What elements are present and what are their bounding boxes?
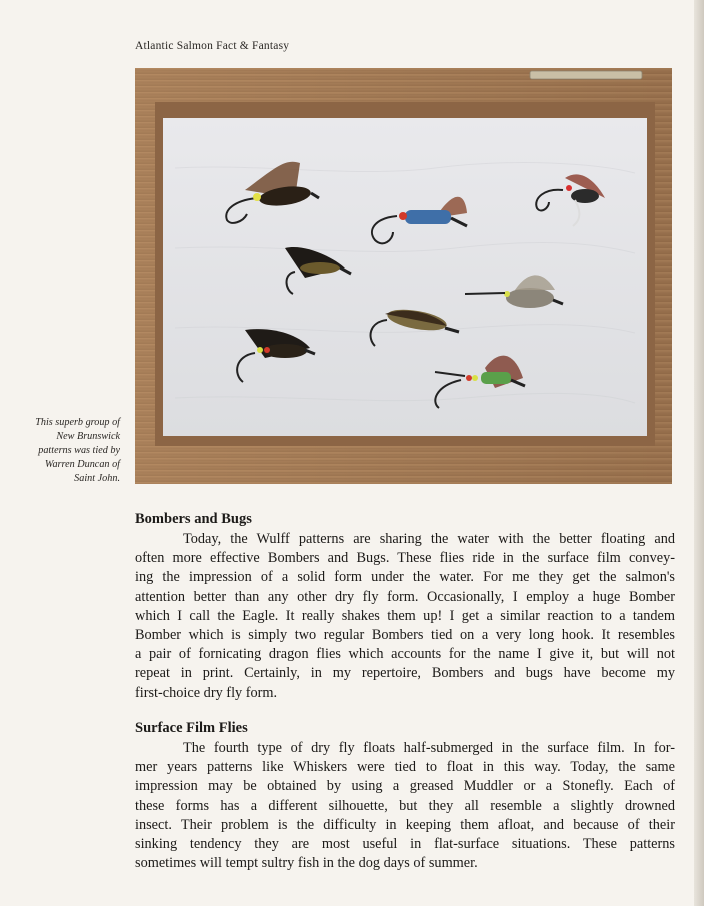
section-bombers-and-bugs — [135, 511, 675, 703]
foam-pad — [163, 118, 647, 436]
paragraph — [135, 739, 675, 873]
hinge — [530, 71, 642, 79]
box-lip — [135, 446, 672, 484]
text-line: Bomber which is simply two regular Bombers tied on a very long hook. It resembles — [135, 627, 675, 644]
text-line: first-choice dry fly form. — [135, 684, 278, 701]
caption-line: patterns was tied by — [38, 445, 120, 456]
caption-line: New Brunswick — [56, 431, 120, 442]
section-heading: Surface Film Flies — [135, 720, 248, 736]
text-line: ing the impression of a solid form under the water. For me they get the salmon's — [135, 569, 675, 586]
text-line: often more effective Bombers and Bugs. These flies ride in the surface film convey- — [135, 550, 675, 567]
fly-box-illustration — [135, 68, 672, 484]
text-line: these forms has a different silhouette, but they all resemble a slightly drowned — [135, 797, 675, 814]
text-line: Today, the Wulff patterns are sharing the water with the better floating and — [183, 531, 675, 547]
caption-line: This superb group of — [35, 417, 120, 428]
text-line: which I call the Eagle. It really shakes them up! I get a similar reaction to a tandem — [135, 607, 675, 624]
text-line: repeat in print. Certainly, in my repertoire, Bombers and bugs have become my — [135, 665, 675, 682]
text-line: insect. Their problem is the difficulty in keeping them afloat, and because of their — [135, 816, 675, 833]
text-line: sometimes will tempt sultry fish in the dog days of summer. — [135, 855, 478, 872]
running-head: Atlantic Salmon Fact & Fantasy — [135, 40, 290, 52]
caption-line: Warren Duncan of — [44, 459, 120, 470]
text-line: mer years patterns like Whiskers were tied to float in this way. Today, the same — [135, 759, 675, 776]
caption-line: Saint John. — [74, 473, 120, 484]
fly-box-photo — [135, 68, 672, 484]
page-edge — [694, 0, 704, 906]
paragraph — [135, 530, 675, 703]
figure-caption — [8, 416, 120, 486]
text-line: impression may be obtained by using a greased Muddler or a Stonefly. Each of — [135, 778, 675, 795]
text-line: attention better than any other dry fly form. Occasionally, I employ a huge Bomber — [135, 588, 675, 605]
text-line: sinking tendency they are most useful in flat-surface situations. These patterns — [135, 836, 675, 853]
section-heading: Bombers and Bugs — [135, 511, 252, 527]
text-line: The fourth type of dry fly floats half-submerged in the surface film. In for- — [183, 740, 675, 756]
section-surface-film-flies — [135, 720, 675, 873]
text-line: a pair of fornicating dragon flies which accounts for the name I give it, but will not — [135, 646, 675, 663]
